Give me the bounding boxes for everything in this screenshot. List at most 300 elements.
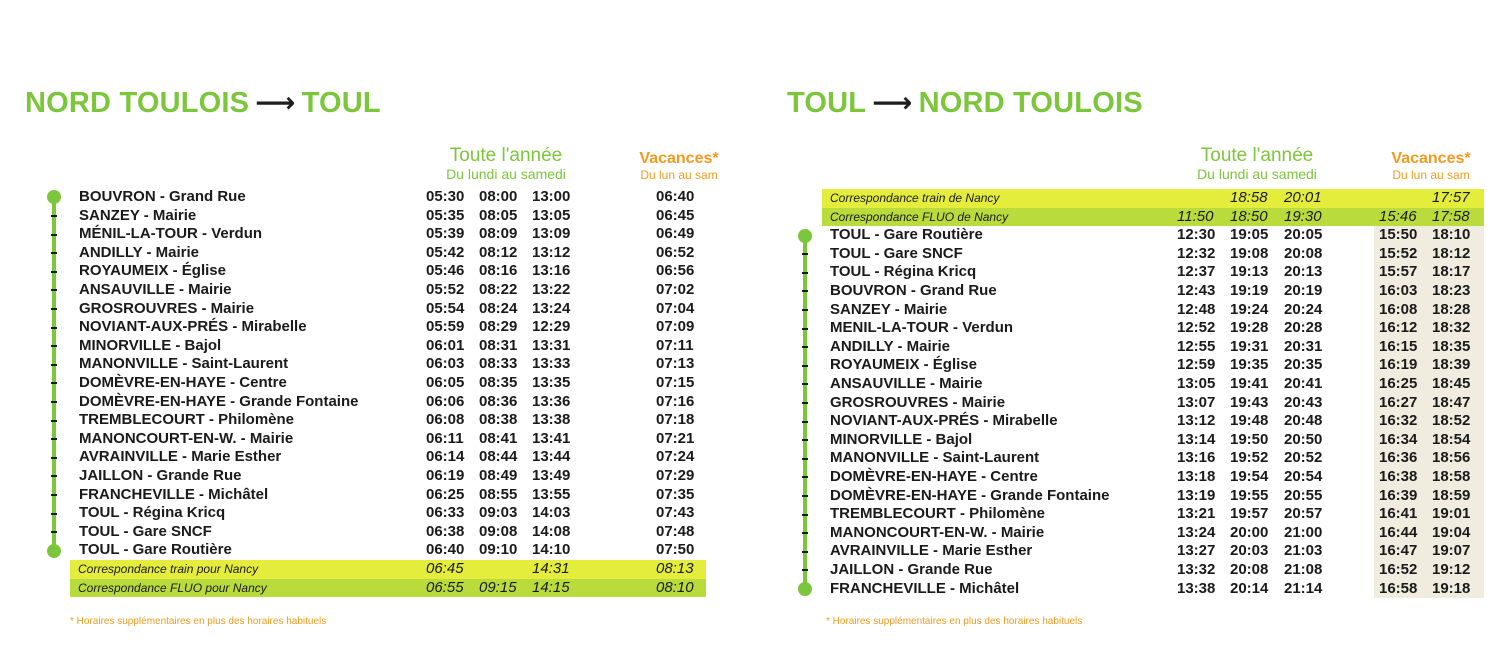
- stop-name: AVRAINVILLE - Marie Esther: [830, 542, 1033, 560]
- vacances-time: 16:32: [1379, 412, 1418, 430]
- vacances-time: 18:12: [1432, 244, 1471, 262]
- vacances-time: 08:13: [656, 560, 694, 577]
- departure-time: 08:41: [479, 429, 518, 447]
- departure-time: 05:30: [426, 188, 465, 205]
- route-stop-tick: [802, 421, 808, 423]
- departure-time: 20:08: [1284, 244, 1323, 262]
- vacances-time: 16:27: [1379, 393, 1418, 411]
- group-title: Toute l'année: [449, 145, 563, 166]
- route-stop-tick: [51, 234, 57, 236]
- departure-time: 13:41: [532, 429, 571, 447]
- connection-label: Correspondance train de Nancy: [830, 191, 1000, 205]
- departure-time: 20:01: [1284, 189, 1322, 206]
- departure-time: 18:58: [1230, 189, 1268, 206]
- departure-time: 19:28: [1230, 319, 1269, 337]
- departure-time: 13:38: [532, 411, 571, 429]
- stop-row: [0, 207, 760, 226]
- group-header-vacances: [1376, 150, 1486, 182]
- departure-time: 13:49: [532, 467, 571, 484]
- departure-time: 13:09: [532, 225, 571, 243]
- stop-row: [0, 188, 760, 207]
- connection-row: [760, 208, 1511, 227]
- departure-time: 13:35: [532, 374, 571, 391]
- route-stop-tick: [51, 513, 57, 515]
- stop-row: [760, 431, 1511, 450]
- stop-row: [0, 337, 760, 356]
- vacances-time: 18:39: [1432, 356, 1471, 374]
- departure-time: 20:03: [1230, 542, 1269, 560]
- vacances-time: 19:12: [1432, 561, 1471, 578]
- vacances-time: 07:18: [656, 411, 695, 429]
- group-subtitle: Du lundi au samedi: [1197, 166, 1317, 182]
- vacances-time: 19:04: [1432, 523, 1471, 541]
- departure-time: 20:55: [1284, 486, 1323, 504]
- title-from: TOUL: [787, 87, 867, 119]
- departure-time: 13:07: [1177, 393, 1216, 411]
- vacances-time: 07:29: [656, 467, 695, 484]
- stop-row: [760, 282, 1511, 301]
- stop-name: FRANCHEVILLE - Michâtel: [830, 579, 1020, 597]
- departure-time: 12:43: [1177, 282, 1216, 299]
- stop-row: [760, 263, 1511, 282]
- vacances-time: 15:50: [1379, 226, 1418, 244]
- departure-time: 09:15: [479, 578, 517, 596]
- departure-time: 08:33: [479, 355, 518, 373]
- stop-row: [760, 412, 1511, 431]
- route-stop-tick: [51, 494, 57, 496]
- stop-name: TOUL - Régina Kricq: [830, 263, 977, 281]
- departure-time: 20:48: [1284, 412, 1323, 430]
- vacances-time: 18:10: [1432, 226, 1471, 244]
- stop-row: [760, 226, 1511, 245]
- departure-time: 13:16: [1177, 449, 1216, 467]
- page-title: [787, 86, 1143, 120]
- departure-time: 05:54: [426, 299, 465, 317]
- timetable-toul-to-nord-toulois: [760, 0, 1511, 652]
- stop-row: [0, 486, 760, 505]
- stop-row: [0, 523, 760, 542]
- arrow-right-icon: ⟶: [255, 87, 296, 118]
- title-to: NORD TOULOIS: [918, 87, 1143, 119]
- stop-row: [760, 301, 1511, 320]
- departure-time: 13:16: [532, 262, 571, 280]
- stop-row: [0, 262, 760, 281]
- departure-time: 05:42: [426, 243, 465, 261]
- vacances-time: 18:28: [1432, 300, 1471, 318]
- departure-time: 19:57: [1230, 505, 1269, 523]
- route-stop-tick: [51, 382, 57, 384]
- route-stop-tick: [51, 364, 57, 366]
- departure-time: 19:55: [1230, 486, 1269, 504]
- departure-time: 06:14: [426, 448, 465, 466]
- group-subtitle: Du lun au sam: [640, 168, 718, 182]
- vacances-time: 18:23: [1432, 282, 1471, 299]
- vacances-time: 07:24: [656, 448, 695, 466]
- stop-name: ANSAUVILLE - Mairie: [830, 375, 983, 392]
- departure-time: 20:54: [1284, 468, 1323, 485]
- vacances-time: 07:11: [656, 336, 694, 354]
- stop-name: ANDILLY - Mairie: [79, 243, 200, 261]
- stop-row: [0, 281, 760, 300]
- departure-time: 20:05: [1284, 226, 1323, 244]
- departure-time: 19:35: [1230, 356, 1269, 374]
- vacances-time: 07:15: [656, 374, 695, 391]
- stop-row: [760, 245, 1511, 264]
- vacances-time: 07:02: [656, 281, 695, 298]
- vacances-time: 18:59: [1432, 486, 1471, 504]
- route-stop-tick: [802, 476, 808, 478]
- departure-time: 21:00: [1284, 523, 1323, 541]
- departure-time: 13:12: [1177, 412, 1216, 430]
- departure-time: 20:35: [1284, 356, 1323, 374]
- route-stop-dot: [798, 582, 812, 596]
- departure-time: 13:05: [532, 206, 571, 224]
- departure-time: 20:50: [1284, 430, 1323, 448]
- stop-name: MANONCOURT-EN-W. - Mairie: [79, 429, 294, 447]
- stop-name: JAILLON - Grande Rue: [79, 467, 242, 484]
- vacances-time: 18:56: [1432, 449, 1471, 467]
- departure-time: 08:38: [479, 411, 518, 429]
- stop-name: DOMÈVRE-EN-HAYE - Centre: [79, 374, 287, 391]
- departure-time: 06:55: [426, 578, 464, 596]
- vacances-time: 17:57: [1432, 189, 1470, 206]
- route-stop-tick: [802, 514, 808, 516]
- stop-row: [0, 300, 760, 319]
- departure-time: 08:36: [479, 392, 518, 410]
- stop-row: [0, 318, 760, 337]
- departure-time: 13:24: [1177, 523, 1216, 541]
- group-title: Vacances*: [639, 150, 719, 167]
- departure-time: 09:10: [479, 541, 518, 559]
- stop-name: TOUL - Gare Routière: [830, 226, 983, 244]
- departure-time: 13:24: [532, 299, 571, 317]
- departure-time: 08:44: [479, 448, 518, 466]
- departure-time: 05:52: [426, 281, 465, 298]
- route-stop-tick: [802, 383, 808, 385]
- route-stop-tick: [51, 271, 57, 273]
- departure-time: 12:30: [1177, 226, 1216, 244]
- vacances-time: 07:04: [656, 299, 695, 317]
- departure-time: 19:52: [1230, 449, 1269, 467]
- route-stop-tick: [51, 215, 57, 217]
- departure-time: 12:48: [1177, 300, 1216, 318]
- departure-time: 13:55: [532, 485, 571, 503]
- route-stop-tick: [51, 420, 57, 422]
- stop-name: MANONVILLE - Saint-Laurent: [830, 449, 1040, 467]
- stop-row: [760, 449, 1511, 468]
- connection-label: Correspondance train pour Nancy: [78, 562, 259, 576]
- departure-time: 14:10: [532, 541, 571, 559]
- departure-time: 06:05: [426, 374, 465, 391]
- stop-name: GROSROUVRES - Mairie: [79, 299, 255, 317]
- stop-name: NOVIANT-AUX-PRÉS - Mirabelle: [830, 412, 1058, 430]
- vacances-time: 07:13: [656, 355, 695, 373]
- vacances-time: 15:46: [1379, 207, 1417, 225]
- departure-time: 06:08: [426, 411, 465, 429]
- footnote: * Horaires supplémentaires en plus des horaires habituels: [70, 616, 327, 627]
- departure-time: 06:06: [426, 392, 465, 410]
- vacances-time: 19:01: [1432, 505, 1471, 523]
- vacances-time: 07:09: [656, 318, 695, 336]
- stop-row: [0, 374, 760, 393]
- group-header-year: [1175, 146, 1339, 182]
- group-subtitle: Du lundi au samedi: [446, 166, 566, 182]
- departure-time: 08:16: [479, 262, 518, 280]
- departure-time: 13:33: [532, 355, 571, 373]
- departure-time: 19:31: [1230, 337, 1269, 355]
- vacances-time: 16:12: [1379, 319, 1418, 337]
- departure-time: 13:32: [1177, 561, 1216, 578]
- departure-time: 19:43: [1230, 393, 1269, 411]
- vacances-time: 06:52: [656, 243, 695, 261]
- vacances-time: 18:17: [1432, 263, 1471, 281]
- departure-time: 08:29: [479, 318, 518, 336]
- route-stop-tick: [51, 289, 57, 291]
- arrow-right-icon: ⟶: [872, 87, 913, 118]
- vacances-time: 19:07: [1432, 542, 1471, 560]
- stop-row: [0, 504, 760, 523]
- stop-name: JAILLON - Grande Rue: [830, 561, 993, 578]
- route-stop-tick: [802, 532, 808, 534]
- stop-row: [760, 319, 1511, 338]
- stop-name: GROSROUVRES - Mairie: [830, 393, 1006, 411]
- route-stop-tick: [51, 327, 57, 329]
- stop-name: TOUL - Régina Kricq: [79, 504, 226, 522]
- departure-time: 20:31: [1284, 337, 1323, 355]
- vacances-time: 07:35: [656, 485, 695, 503]
- stop-row: [760, 524, 1511, 543]
- stop-name: ANDILLY - Mairie: [830, 337, 951, 355]
- departure-time: 12:29: [532, 318, 571, 336]
- vacances-time: 16:08: [1379, 300, 1418, 318]
- departure-time: 06:01: [426, 336, 465, 354]
- stop-name: ROYAUMEIX - Église: [830, 356, 977, 374]
- departure-time: 12:55: [1177, 337, 1216, 355]
- departure-time: 14:15: [532, 578, 570, 596]
- departure-time: 08:49: [479, 467, 518, 484]
- route-stop-tick: [802, 272, 808, 274]
- vacances-time: 18:35: [1432, 337, 1471, 355]
- departure-time: 19:19: [1230, 282, 1269, 299]
- vacances-time: 16:25: [1379, 375, 1418, 392]
- departure-time: 12:59: [1177, 356, 1216, 374]
- departure-time: 14:08: [532, 522, 571, 540]
- departure-time: 20:00: [1230, 523, 1269, 541]
- departure-time: 14:31: [532, 560, 570, 577]
- vacances-time: 07:21: [656, 429, 695, 447]
- stop-row: [760, 394, 1511, 413]
- route-stop-tick: [802, 253, 808, 255]
- stop-name: MANONVILLE - Saint-Laurent: [79, 355, 289, 373]
- page-title: [25, 86, 381, 120]
- departure-time: 09:08: [479, 522, 518, 540]
- stop-row: [0, 467, 760, 486]
- vacances-time: 16:44: [1379, 523, 1418, 541]
- stop-row: [0, 393, 760, 412]
- stop-row: [0, 448, 760, 467]
- title-to: TOUL: [301, 87, 381, 119]
- departure-time: 13:14: [1177, 430, 1216, 448]
- stop-name: TOUL - Gare Routière: [79, 541, 232, 559]
- stop-name: DOMÈVRE-EN-HAYE - Grande Fontaine: [830, 486, 1110, 504]
- departure-time: 05:46: [426, 262, 465, 280]
- route-stop-dot: [47, 544, 61, 558]
- departure-time: 12:32: [1177, 244, 1216, 262]
- stop-name: ROYAUMEIX - Église: [79, 262, 226, 280]
- stop-name: FRANCHEVILLE - Michâtel: [79, 485, 269, 503]
- route-stop-tick: [802, 439, 808, 441]
- departure-time: 08:05: [479, 206, 518, 224]
- departure-time: 13:36: [532, 392, 571, 410]
- stop-name: MINORVILLE - Bajol: [79, 336, 222, 354]
- stop-row: [760, 580, 1511, 599]
- stop-row: [760, 487, 1511, 506]
- departure-time: 21:03: [1284, 542, 1323, 560]
- departure-time: 20:14: [1230, 579, 1269, 597]
- vacances-time: 18:47: [1432, 393, 1471, 411]
- departure-time: 19:08: [1230, 244, 1269, 262]
- stop-name: AVRAINVILLE - Marie Esther: [79, 448, 282, 466]
- vacances-time: 16:34: [1379, 430, 1418, 448]
- route-stop-tick: [51, 531, 57, 533]
- route-stop-tick: [802, 569, 808, 571]
- departure-time: 08:22: [479, 281, 518, 298]
- stop-row: [760, 468, 1511, 487]
- departure-time: 21:14: [1284, 579, 1323, 597]
- stop-row: [0, 411, 760, 430]
- route-stop-tick: [802, 551, 808, 553]
- vacances-time: 08:10: [656, 578, 694, 596]
- departure-time: 19:41: [1230, 375, 1269, 392]
- departure-time: 08:31: [479, 336, 518, 354]
- route-stop-tick: [51, 401, 57, 403]
- stop-name: TREMBLECOURT - Philomène: [830, 505, 1046, 523]
- departure-time: 08:35: [479, 374, 518, 391]
- vacances-time: 16:03: [1379, 282, 1418, 299]
- route-stop-tick: [802, 328, 808, 330]
- departure-time: 13:00: [532, 188, 571, 205]
- route-stop-tick: [51, 308, 57, 310]
- departure-time: 20:52: [1284, 449, 1323, 467]
- departure-time: 08:55: [479, 485, 518, 503]
- vacances-time: 06:40: [656, 188, 695, 205]
- route-stop-tick: [802, 458, 808, 460]
- stop-name: MENIL-LA-TOUR - Verdun: [830, 319, 1014, 337]
- vacances-time: 15:52: [1379, 244, 1418, 262]
- stop-row: [0, 244, 760, 263]
- departure-time: 19:05: [1230, 226, 1269, 244]
- connection-row: [0, 579, 760, 598]
- departure-time: 08:00: [479, 188, 518, 205]
- stop-name: MANONCOURT-EN-W. - Mairie: [830, 523, 1045, 541]
- departure-time: 19:24: [1230, 300, 1269, 318]
- stop-row: [0, 430, 760, 449]
- vacances-time: 06:56: [656, 262, 695, 280]
- group-header-vacances: [624, 150, 734, 182]
- departure-time: 20:28: [1284, 319, 1323, 337]
- vacances-time: 16:38: [1379, 468, 1418, 485]
- departure-time: 06:25: [426, 485, 465, 503]
- departure-time: 13:38: [1177, 579, 1216, 597]
- stop-name: MÉNIL-LA-TOUR - Verdun: [79, 225, 263, 243]
- group-subtitle: Du lun au sam: [1392, 168, 1470, 182]
- vacances-time: 15:57: [1379, 263, 1418, 281]
- departure-time: 19:50: [1230, 430, 1269, 448]
- vacances-time: 18:54: [1432, 430, 1471, 448]
- connection-row: [0, 560, 760, 579]
- departure-time: 06:33: [426, 504, 465, 522]
- stop-row: [760, 505, 1511, 524]
- departure-time: 13:05: [1177, 375, 1216, 392]
- route-stop-tick: [802, 402, 808, 404]
- departure-time: 19:13: [1230, 263, 1269, 281]
- vacances-time: 17:58: [1432, 207, 1470, 225]
- stop-name: ANSAUVILLE - Mairie: [79, 281, 232, 298]
- departure-time: 06:03: [426, 355, 465, 373]
- departure-time: 06:45: [426, 560, 464, 577]
- route-stop-tick: [51, 252, 57, 254]
- departure-time: 12:37: [1177, 263, 1216, 281]
- vacances-time: 18:45: [1432, 375, 1471, 392]
- departure-time: 06:40: [426, 541, 465, 559]
- departure-time: 13:18: [1177, 468, 1216, 485]
- departure-time: 13:12: [532, 243, 571, 261]
- stop-name: SANZEY - Mairie: [79, 206, 197, 224]
- vacances-time: 07:50: [656, 541, 695, 559]
- departure-time: 09:03: [479, 504, 518, 522]
- departure-time: 19:54: [1230, 468, 1269, 485]
- vacances-time: 16:58: [1379, 579, 1418, 597]
- title-from: NORD TOULOIS: [25, 87, 250, 119]
- departure-time: 13:31: [532, 336, 571, 354]
- stop-name: TOUL - Gare SNCF: [830, 244, 963, 262]
- departure-time: 20:57: [1284, 505, 1323, 523]
- vacances-time: 19:18: [1432, 579, 1471, 597]
- departure-time: 21:08: [1284, 561, 1323, 578]
- departure-time: 20:41: [1284, 375, 1323, 392]
- departure-time: 20:19: [1284, 282, 1323, 299]
- departure-time: 18:50: [1230, 207, 1268, 225]
- stop-row: [760, 561, 1511, 580]
- departure-time: 20:13: [1284, 263, 1323, 281]
- departure-time: 14:03: [532, 504, 571, 522]
- stop-row: [760, 375, 1511, 394]
- vacances-time: 16:19: [1379, 356, 1418, 374]
- group-header-year: [424, 146, 588, 182]
- departure-time: 20:24: [1284, 300, 1323, 318]
- vacances-time: 06:45: [656, 206, 695, 224]
- route-stop-tick: [802, 495, 808, 497]
- stop-name: BOUVRON - Grand Rue: [79, 188, 246, 205]
- departure-time: 13:22: [532, 281, 571, 298]
- departure-time: 13:44: [532, 448, 571, 466]
- route-stop-tick: [802, 290, 808, 292]
- route-stop-dot: [798, 229, 812, 243]
- stop-row: [0, 541, 760, 560]
- departure-time: 05:59: [426, 318, 465, 336]
- connection-row: [760, 189, 1511, 208]
- vacances-time: 16:39: [1379, 486, 1418, 504]
- stop-name: MINORVILLE - Bajol: [830, 430, 973, 448]
- group-title: Vacances*: [1391, 150, 1471, 167]
- route-stop-tick: [51, 457, 57, 459]
- vacances-time: 16:15: [1379, 337, 1418, 355]
- vacances-time: 16:41: [1379, 505, 1418, 523]
- stop-row: [760, 356, 1511, 375]
- departure-time: 06:38: [426, 522, 465, 540]
- vacances-time: 18:32: [1432, 319, 1471, 337]
- vacances-time: 16:52: [1379, 561, 1418, 578]
